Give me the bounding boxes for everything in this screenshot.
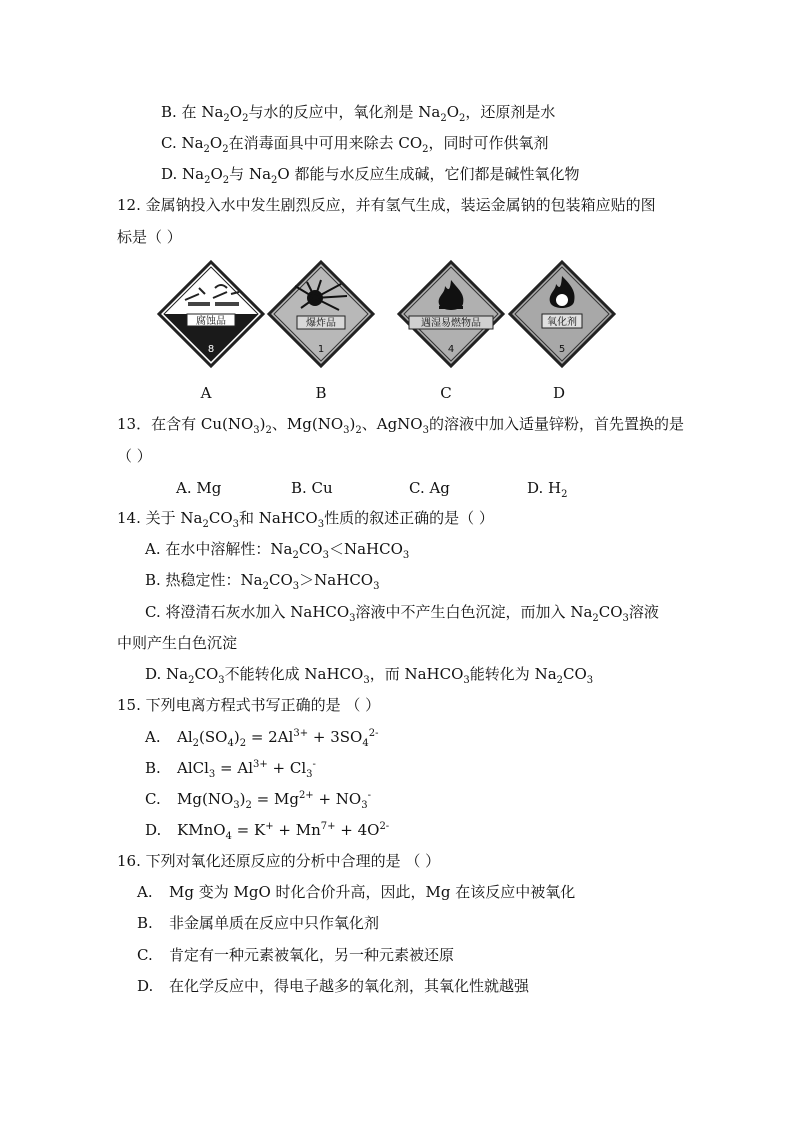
- sign-b-letter: B: [315, 384, 327, 402]
- q16-option-d: D. 在化学反应中，得电子越多的氧化剂，其氧化性就越强: [137, 977, 530, 995]
- q14-option-d: D. $Na_2CO_3$不能转化成 NaHCO$_3$，而 NaHCO$_3$能转化为 $Na_2CO_3$: [145, 665, 594, 686]
- q12-stem-line1: 12. 金属钠投入水中发生剧烈反应，并有氢气生成，装运金属钠的包装箱应贴的图: [117, 196, 656, 214]
- q11-option-d: D. $Na_2O_2$与 $Na_2O$ 都能与水反应生成碱，它们都是碱性氧化物: [161, 165, 580, 186]
- q12-stem-line2: 标是（ ）: [117, 228, 182, 246]
- sign-c-flame-icon: [395, 258, 507, 370]
- sign-d-number: 5: [558, 344, 566, 355]
- q14-option-c-line2: 中则产生白色沉淀: [117, 634, 238, 652]
- hazard-signs: [150, 258, 620, 378]
- q15-option-c: C. $Mg(NO_3)_2 = Mg^{2+} + NO_3^-$: [145, 790, 371, 811]
- q13-option-a: A. Mg: [176, 479, 222, 497]
- sign-b-label: 爆炸品: [306, 318, 336, 329]
- q13-stem-line2: （ ）: [117, 447, 152, 465]
- q15-option-b: B. AlCl$_3$ = $Al^{3+} + Cl_3^-$: [145, 759, 316, 780]
- q13-option-b: B. Cu: [291, 479, 333, 497]
- sign-a-number: 8: [207, 344, 215, 355]
- q11-option-c: C. $Na_2O_2$在消毒面具中可用来除去 $CO_2$，同时可作供氧剂: [161, 134, 549, 155]
- sign-a-label: 腐蚀品: [196, 316, 226, 327]
- q13-option-d: D. $H_2$: [527, 479, 568, 500]
- q16-option-c: C. 肯定有一种元素被氧化，另一种元素被还原: [137, 946, 455, 964]
- sign-d-letter: D: [552, 384, 566, 402]
- sign-a-corrosive-icon: [155, 258, 267, 370]
- q15-option-d: D. KMnO$_4$ = $K^+ + Mn^{7+} + 4O^{2-}$: [145, 821, 390, 842]
- q14-option-a: A. 在水中溶解性：$Na_2CO_3<NaHCO_3$: [145, 540, 410, 561]
- sign-c-number: 4: [447, 344, 455, 355]
- q16-stem: 16. 下列对氧化还原反应的分析中合理的是 （ ）: [117, 852, 441, 870]
- sign-d-flame-over-circle-icon: [506, 258, 618, 370]
- q14-option-b: B. 热稳定性：$Na_2CO_3>NaHCO_3$: [145, 571, 380, 592]
- sign-b-explosive-icon: [265, 258, 377, 370]
- q15-option-a: A. $Al_2(SO_4)_2 = 2Al^{3+} + 3SO_4^{2-}$: [145, 728, 379, 749]
- q16-option-b: B. 非金属单质在反应中只作氧化剂: [137, 914, 380, 932]
- sign-c-label: 遇湿易燃物品: [421, 318, 481, 329]
- sign-a-letter: A: [200, 384, 212, 402]
- sign-c-letter: C: [440, 384, 452, 402]
- q13-option-c: C. Ag: [409, 479, 450, 497]
- q14-stem: 14. 关于 $Na_2CO_3$和 NaHCO$_3$性质的叙述正确的是（ ）: [117, 509, 494, 530]
- q14-option-c-line1: C. 将澄清石灰水加入 NaHCO$_3$溶液中不产生白色沉淀，而加入 $Na_2CO_3$溶液: [145, 603, 659, 624]
- sign-d-label: 氧化剂: [547, 317, 577, 328]
- q11-option-b: B. 在 $Na_2O_2$与水的反应中，氧化剂是 $Na_2O_2$，还原剂是水: [161, 103, 556, 124]
- q13-stem: 13．在含有 $Cu(NO_3)_2$、$Mg(NO_3)_2$、AgNO$_3$的溶液中加入适量锌粉，首先置换的是: [117, 415, 684, 436]
- q15-stem: 15. 下列电离方程式书写正确的是 （ ）: [117, 696, 381, 714]
- q16-option-a: A. Mg 变为 MgO 时化合价升高，因此，Mg 在该反应中被氧化: [137, 883, 576, 901]
- sign-b-number: 1: [317, 344, 325, 355]
